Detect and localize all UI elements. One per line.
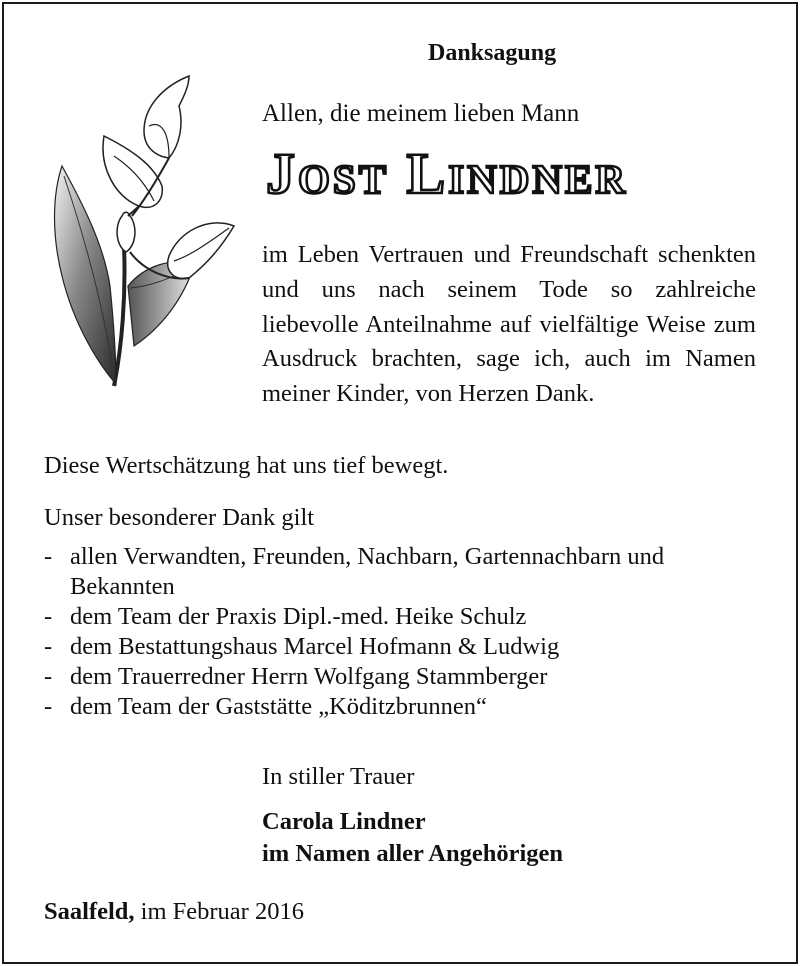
paragraph-special-thanks: Unser besonderer Dank gilt xyxy=(44,504,315,531)
intro-line: Allen, die meinem lieben Mann xyxy=(262,100,580,127)
list-item: - dem Trauerredner Herrn Wolfgang Stammberger xyxy=(44,662,770,692)
thanks-list xyxy=(44,542,770,722)
list-item: - allen Verwandten, Freunden, Nachbarn, Gartennachbarn und Bekannten xyxy=(44,542,770,602)
thanks-body: im Leben Vertrauen und Freundschaft schenkten und uns nach seinem Tode so zahlreiche liebevolle Anteilnahme auf vielfältige Weise zum Ausdruck brachten, sage ich, auch im Namen meiner Kinder, von Herzen Dank. xyxy=(262,241,756,408)
place-date xyxy=(44,898,304,926)
notice-heading: Danksagung xyxy=(428,40,557,66)
list-item: - dem Team der Praxis Dipl.-med. Heike Schulz xyxy=(44,602,770,632)
list-item: - dem Bestattungshaus Marcel Hofmann & Ludwig xyxy=(44,632,770,662)
list-item: - dem Team der Gaststätte „Köditzbrunnen“ xyxy=(44,692,770,722)
signature-name: Carola Lindner xyxy=(262,808,426,835)
calla-lily-icon xyxy=(44,66,244,396)
paragraph-appreciation: Diese Wertschätzung hat uns tief bewegt. xyxy=(44,452,449,479)
place-name: Saalfeld, xyxy=(44,898,135,925)
mourning-line: In stiller Trauer xyxy=(262,763,415,790)
deceased-name: Jost Lindner xyxy=(266,141,628,206)
signature-family: im Namen aller Angehörigen xyxy=(262,840,564,867)
notice-date: im Februar 2016 xyxy=(140,898,304,925)
